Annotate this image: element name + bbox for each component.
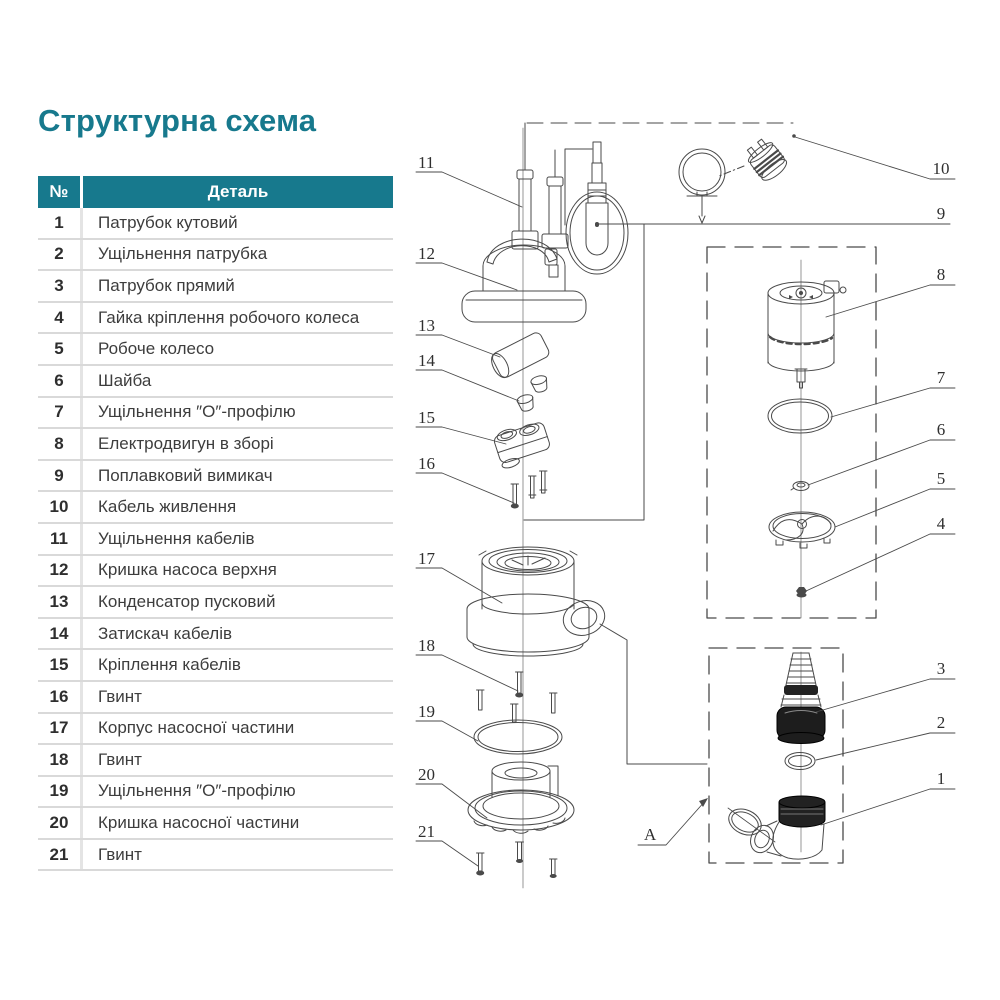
row-part-name: Робоче колесо: [98, 339, 215, 359]
row-number: 2: [38, 240, 83, 270]
row-part-name: Кріплення кабелів: [98, 655, 241, 675]
centerlines: [523, 128, 801, 888]
table-row: [38, 714, 393, 746]
parts-table-header: [38, 176, 393, 208]
table-row: [38, 808, 393, 840]
row-number: 1: [38, 208, 83, 238]
cable-glands-part-11: [512, 123, 568, 249]
impeller-part-5: [769, 512, 835, 548]
callout-1: 1: [936, 769, 946, 788]
row-part-name: Конденсатор пусковий: [98, 591, 276, 611]
row-number: 8: [38, 429, 83, 459]
callout-9: 9: [936, 204, 946, 223]
row-number: 9: [38, 461, 83, 491]
cable-clamp-part-14: [516, 374, 549, 413]
row-part-name: Ущільнення патрубка: [98, 244, 268, 264]
row-number: 10: [38, 492, 83, 522]
callout-8: 8: [936, 265, 946, 284]
row-number: 5: [38, 334, 83, 364]
row-part-name: Ущільнення ″О″-профілю: [98, 781, 296, 801]
row-part-name: Гвинт: [98, 749, 142, 769]
row-part-name: Кришка насосної частини: [98, 813, 300, 833]
o-ring-part-7: [768, 399, 832, 433]
page-title: Структурна схема: [38, 103, 317, 138]
row-number: 16: [38, 682, 83, 712]
float-switch-part-9: [566, 142, 628, 274]
table-row: [38, 366, 393, 398]
nut-part-4: [796, 587, 807, 598]
callout-13: 13: [418, 316, 435, 335]
washer-part-6: [791, 482, 809, 491]
callout-20: 20: [418, 765, 435, 784]
parts-table: [38, 176, 393, 871]
callout-3: 3: [936, 659, 946, 678]
table-row: [38, 524, 393, 556]
header-name-column: Деталь: [207, 182, 269, 201]
row-part-name: Ущільнення кабелів: [98, 528, 255, 548]
callout-10: 10: [932, 159, 950, 178]
row-number: 11: [38, 524, 83, 554]
power-plug-part-10: [679, 135, 790, 223]
row-number: 14: [38, 619, 83, 649]
screws-part-18: [477, 672, 558, 722]
table-row: [38, 777, 393, 809]
callout-labels: [418, 153, 950, 844]
callout-14: 14: [418, 351, 435, 370]
row-number: 19: [38, 777, 83, 807]
row-number: 21: [38, 840, 83, 870]
callout-leaders: [416, 134, 955, 866]
detail-a-label: A: [644, 825, 657, 844]
callout-19: 19: [418, 702, 435, 721]
callout-21: 21: [418, 822, 435, 841]
row-part-name: Ущільнення ″О″-профілю: [98, 402, 296, 422]
table-row: [38, 840, 393, 872]
table-row: [38, 587, 393, 619]
row-part-name: Затискач кабелів: [98, 623, 233, 643]
table-row: [38, 745, 393, 777]
row-part-name: Кришка насоса верхня: [98, 560, 277, 580]
row-part-name: Патрубок кутовий: [98, 212, 238, 232]
row-number: 6: [38, 366, 83, 396]
table-row: [38, 334, 393, 366]
row-part-name: Корпус насосної частини: [98, 718, 295, 738]
row-number: 13: [38, 587, 83, 617]
callout-5: 5: [936, 469, 946, 488]
row-number: 7: [38, 398, 83, 428]
callout-17: 17: [418, 549, 435, 568]
callout-18: 18: [418, 636, 435, 655]
callout-6: 6: [936, 420, 946, 439]
table-row: [38, 208, 393, 240]
table-row: [38, 492, 393, 524]
wiring-lines: [524, 123, 950, 764]
row-part-name: Патрубок прямий: [98, 275, 235, 295]
table-row: [38, 240, 393, 272]
callout-16: 16: [418, 454, 435, 473]
dashed-group-boxes: [707, 247, 876, 863]
row-part-name: Поплавковий вимикач: [98, 465, 273, 485]
row-part-name: Шайба: [98, 370, 152, 390]
table-row: [38, 682, 393, 714]
table-row: [38, 429, 393, 461]
table-row: [38, 271, 393, 303]
row-number: 3: [38, 271, 83, 301]
callout-2: 2: [936, 713, 946, 732]
row-number: 20: [38, 808, 83, 838]
row-number: 12: [38, 556, 83, 586]
callout-7: 7: [936, 368, 946, 387]
table-row: [38, 619, 393, 651]
table-row: [38, 461, 393, 493]
table-row: [38, 556, 393, 588]
cable-mount-part-15: [492, 418, 553, 469]
row-part-name: Кабель живлення: [98, 497, 237, 517]
table-row: [38, 303, 393, 335]
screws-part-16: [511, 471, 547, 509]
row-number: 17: [38, 714, 83, 744]
motor-part-8: [768, 281, 846, 388]
bottom-cover-part-20: [468, 762, 574, 833]
table-row: [38, 650, 393, 682]
row-number: 4: [38, 303, 83, 333]
table-row: [38, 398, 393, 430]
row-part-name: Гайка кріплення робочого колеса: [98, 307, 360, 327]
seal-part-2: [785, 753, 815, 770]
header-number-column: №: [38, 176, 83, 208]
callout-15: 15: [418, 408, 435, 427]
row-part-name: Електродвигун в зборі: [98, 433, 274, 453]
pump-housing-part-17: [467, 547, 609, 656]
row-part-name: Гвинт: [98, 844, 142, 864]
callout-11: 11: [418, 153, 435, 172]
parts-table-body: [38, 208, 393, 871]
callout-4: 4: [936, 514, 946, 533]
row-number: 18: [38, 745, 83, 775]
screws-part-21: [476, 842, 557, 878]
row-part-name: Гвинт: [98, 686, 142, 706]
row-number: 15: [38, 650, 83, 680]
callout-12: 12: [418, 244, 435, 263]
top-cover-part-12: [462, 239, 586, 322]
elbow-fitting-part-1: [725, 796, 825, 859]
o-ring-part-19: [474, 720, 562, 754]
